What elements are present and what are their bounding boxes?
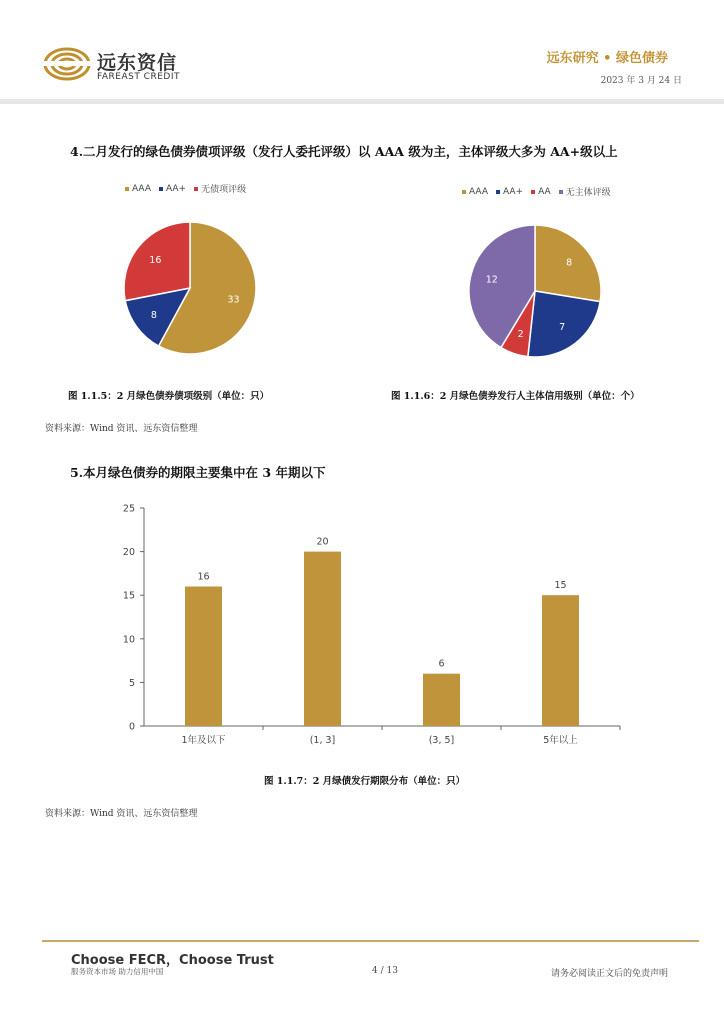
report-date: 2023 年 3 月 24 日 bbox=[600, 76, 682, 86]
pie1-legend-item bbox=[194, 182, 246, 195]
figure-caption-1-1-5: 图 1.1.5：2 月绿色债券债项级别（单位：只） bbox=[68, 391, 270, 402]
pie1-slice-value-label: 33 bbox=[227, 294, 240, 306]
bar bbox=[304, 552, 341, 726]
legend-swatch-icon bbox=[559, 190, 563, 194]
pie2-legend-item bbox=[531, 187, 551, 197]
y-tick-label: 0 bbox=[128, 721, 135, 733]
x-tick-label: 1年及以下 bbox=[181, 735, 226, 746]
source-note-1: 资料来源：Wind 资讯、远东资信整理 bbox=[45, 424, 198, 434]
bar-value-label: 16 bbox=[197, 571, 210, 583]
pie2-legend-item bbox=[462, 187, 488, 197]
pie2-slice-value-label: 2 bbox=[517, 329, 524, 341]
pie-chart-issuer-rating bbox=[455, 213, 615, 373]
legend-label: AA bbox=[538, 186, 551, 197]
legend-swatch-icon bbox=[159, 187, 163, 191]
page-number: 4 / 13 bbox=[372, 966, 398, 976]
x-tick-label: 5年以上 bbox=[543, 735, 578, 746]
bar-value-label: 6 bbox=[438, 658, 445, 670]
legend-label: 无债项评级 bbox=[201, 185, 247, 195]
pie2-legend bbox=[462, 185, 615, 198]
report-section-label: 远东研究 • 绿色债券 bbox=[546, 51, 668, 66]
footer-slogan: 服务资本市场 助力信用中国 bbox=[71, 967, 164, 976]
legend-label: AA+ bbox=[502, 186, 524, 197]
pie2-legend-item bbox=[559, 185, 611, 198]
logo-name-en: FAREAST CREDIT bbox=[97, 72, 180, 82]
pie1-legend-item bbox=[125, 184, 151, 194]
pie2-slice-value-label: 12 bbox=[485, 274, 498, 286]
legend-swatch-icon bbox=[194, 187, 198, 191]
pie1-legend-item bbox=[159, 184, 186, 194]
pie1-slice-value-label: 8 bbox=[150, 310, 157, 322]
pie2-slice-value-label: 7 bbox=[559, 322, 566, 334]
legend-label: AAA bbox=[132, 183, 151, 194]
figure-caption-1-1-7: 图 1.1.7：2 月绿债发行期限分布（单位：只） bbox=[264, 776, 466, 787]
footer-divider bbox=[42, 940, 699, 942]
logo-name-cn: 远东资信 bbox=[97, 52, 178, 74]
footer-disclaimer: 请务必阅读正文后的免责声明 bbox=[550, 969, 668, 979]
legend-swatch-icon bbox=[496, 190, 500, 194]
section-5-title: 5.本月绿色债券的期限主要集中在 3 年期以下 bbox=[70, 465, 326, 480]
footer-brand: Choose FECR，Choose Trust bbox=[71, 953, 274, 968]
bar-value-label: 20 bbox=[316, 536, 329, 548]
legend-swatch-icon bbox=[531, 190, 535, 194]
pie-chart-bond-rating bbox=[110, 210, 270, 370]
fareast-logo-icon bbox=[42, 44, 92, 84]
bar bbox=[423, 674, 460, 726]
y-tick-label: 25 bbox=[122, 503, 135, 515]
pie2-legend-item bbox=[496, 187, 523, 197]
x-tick-label: (1, 3] bbox=[309, 735, 336, 746]
bar bbox=[542, 595, 579, 726]
pie1-legend bbox=[125, 182, 250, 195]
y-tick-label: 10 bbox=[122, 634, 135, 646]
source-note-2: 资料来源：Wind 资讯、远东资信整理 bbox=[45, 809, 198, 819]
y-tick-label: 15 bbox=[122, 590, 135, 602]
section-4-title: 4.二月发行的绿色债券债项评级（发行人委托评级）以 AAA 级为主，主体评级大多为 AA+级以上 bbox=[70, 144, 618, 159]
bar bbox=[185, 586, 222, 726]
legend-label: 无主体评级 bbox=[565, 188, 611, 198]
bar-value-label: 15 bbox=[554, 580, 567, 592]
y-tick-label: 20 bbox=[122, 547, 135, 559]
header-divider bbox=[0, 99, 724, 104]
pie2-slice-value-label: 8 bbox=[566, 257, 573, 269]
legend-label: AA+ bbox=[165, 183, 187, 194]
x-tick-label: (3, 5] bbox=[428, 735, 455, 746]
pie1-slice-value-label: 16 bbox=[149, 254, 162, 266]
y-tick-label: 5 bbox=[128, 677, 135, 689]
legend-label: AAA bbox=[469, 186, 488, 197]
figure-caption-1-1-6: 图 1.1.6：2 月绿色债券发行人主体信用级别（单位：个） bbox=[391, 391, 640, 402]
legend-swatch-icon bbox=[462, 190, 466, 194]
bar-chart-maturity bbox=[110, 498, 640, 753]
legend-swatch-icon bbox=[125, 187, 129, 191]
